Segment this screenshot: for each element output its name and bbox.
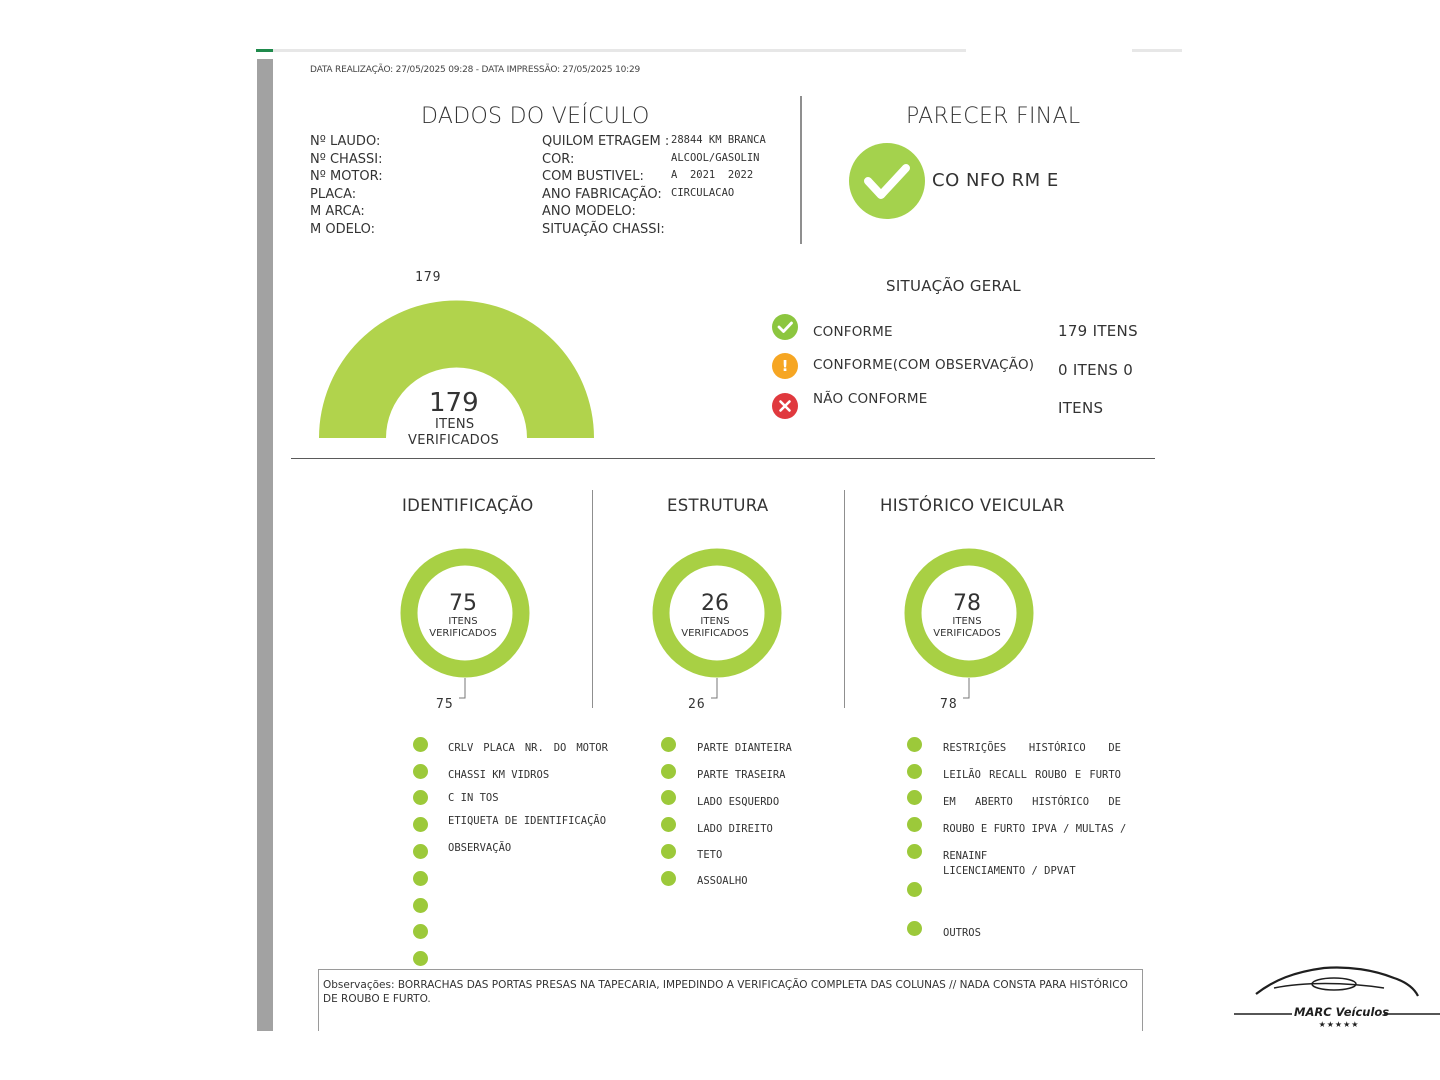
donut-value: 75 <box>449 591 477 616</box>
label-ano-fabricacao: ANO FABRICAÇÃO: <box>542 186 662 202</box>
bullet-dot <box>907 817 922 832</box>
item-word: HISTÓRICO <box>1028 742 1086 754</box>
bullet-dot <box>413 764 428 779</box>
hist-item-line: LICENCIAMENTO / DPVAT <box>943 865 1076 877</box>
bullet-dot <box>661 764 676 779</box>
label-placa: PLACA: <box>310 186 357 202</box>
hist-items-row-2 <box>943 769 1121 781</box>
label-ano-modelo: ANO MODELO: <box>542 204 636 219</box>
item-word: ROUBO <box>1035 769 1067 781</box>
value-line-2: ALCOOL/GASOLIN <box>671 151 760 164</box>
donut-line-2: VERIFICADOS <box>933 628 1001 639</box>
count-nao-conforme: ITENS <box>1058 399 1104 417</box>
header-vertical-divider <box>800 96 802 244</box>
donut-value: 26 <box>701 591 729 616</box>
bullet-dot <box>413 951 428 966</box>
hist-items-row-1 <box>943 742 1121 754</box>
id-item-line: OBSERVAÇÃO <box>448 842 512 854</box>
donut-text-historico <box>906 591 1028 640</box>
value-line-4: CIRCULACAO <box>671 186 735 199</box>
left-sidebar-bar <box>257 59 273 1031</box>
hist-item-line: ROUBO E FURTO IPVA / MULTAS / <box>943 823 1127 835</box>
id-items-row-1 <box>448 742 608 754</box>
label-motor: Nº MOTOR: <box>310 169 383 184</box>
vehicle-right-labels <box>542 133 669 238</box>
status-conforme-label: CONFORME <box>813 324 893 340</box>
gauge-top-label: 179 <box>415 270 442 285</box>
donut-line-2: VERIFICADOS <box>681 628 749 639</box>
donut-text-estrutura <box>654 591 776 640</box>
item-word: EM <box>943 796 956 808</box>
overall-situation-title: SITUAÇÃO GERAL <box>886 277 1021 295</box>
item-word: DE <box>1108 796 1121 808</box>
status-nao-conforme-label: NÃO CONFORME <box>813 391 928 407</box>
final-verdict-title: PARECER FINAL <box>906 104 1081 129</box>
item-word: RESTRIÇÕES <box>943 742 1007 754</box>
bullet-dot <box>661 817 676 832</box>
donut-label-estrutura: 26 <box>688 697 706 712</box>
label-chassi: Nº CHASSI: <box>310 151 383 167</box>
bullet-dot <box>413 871 428 886</box>
label-cor: COR: <box>542 151 575 167</box>
bullet-dot <box>907 790 922 805</box>
struct-item: PARTE DIANTEIRA <box>697 742 792 754</box>
top-accent-bar <box>256 49 273 52</box>
item-word: FURTO <box>1089 769 1121 781</box>
donut-line-1: ITENS <box>700 616 730 627</box>
vehicle-data-title: DADOS DO VEÍCULO <box>421 104 650 129</box>
item-word: LEILÃO <box>943 769 981 781</box>
donut-line-1: ITENS <box>952 616 982 627</box>
item-word: HISTÓRICO <box>1032 796 1090 808</box>
bullet-dot <box>413 737 428 752</box>
vehicle-left-labels <box>310 133 383 238</box>
struct-item: PARTE TRASEIRA <box>697 769 786 781</box>
struct-item: TETO <box>697 849 723 861</box>
label-situacao-chassi: SITUAÇÃO CHASSI: <box>542 221 665 237</box>
item-word: DE <box>1108 742 1121 754</box>
exclamation-icon: ! <box>772 353 798 379</box>
bullet-dot <box>907 737 922 752</box>
marc-veiculos-logo <box>1234 962 1440 1034</box>
bullet-dot <box>413 844 428 859</box>
value-line-3: A 2021 2022 <box>671 169 754 181</box>
donut-line-1: ITENS <box>448 616 478 627</box>
bullet-dot <box>413 924 428 939</box>
donut-label-identificacao: 75 <box>436 697 454 712</box>
label-combustivel: COM BUSTIVEL: <box>542 169 644 184</box>
bullet-dot <box>661 871 676 886</box>
final-verdict-result: CO NFO RM E <box>932 170 1059 191</box>
gauge-center-value: 179 <box>429 388 479 418</box>
bullet-dot <box>661 790 676 805</box>
count-conforme-obs: 0 ITENS 0 <box>1058 361 1134 379</box>
bullet-dot <box>413 817 428 832</box>
gauge-line-2: VERIFICADOS <box>408 433 500 448</box>
bullet-dot <box>907 921 922 936</box>
report-dates: DATA REALIZAÇÃO: 27/05/2025 09:28 - DATA IMPRESSÃO: 27/05/2025 10:29 <box>310 65 641 75</box>
label-modelo: M ODELO: <box>310 221 375 237</box>
check-circle-icon <box>849 143 925 219</box>
check-icon <box>772 314 798 340</box>
category-divider-1 <box>592 490 593 708</box>
top-divider-right <box>1132 49 1182 52</box>
id-item-line: ETIQUETA DE IDENTIFICAÇÃO <box>448 815 607 827</box>
hist-item-line: OUTROS <box>943 927 981 939</box>
gauge-line-1: ITENS <box>435 417 475 432</box>
donut-text-identificacao <box>402 591 524 640</box>
bullet-dot <box>907 882 922 897</box>
struct-item: LADO ESQUERDO <box>697 796 780 808</box>
bullet-dot <box>907 844 922 859</box>
bullet-dot <box>413 898 428 913</box>
item-word: ABERTO <box>974 796 1013 808</box>
top-divider <box>273 49 966 52</box>
item-word: E <box>1074 769 1082 781</box>
count-conforme: 179 ITENS <box>1058 322 1138 340</box>
bullet-dot <box>413 790 428 805</box>
item-word: PLACA <box>483 742 515 754</box>
observations-box: Observações: BORRACHAS DAS PORTAS PRESAS NA TAPECARIA, IMPEDINDO A VERIFICAÇÃO COMPLETA DAS COLUNAS // NADA CONSTA PARA HISTÓRICO DE ROUBO E FURTO. <box>318 969 1143 1031</box>
item-word: MOTOR <box>576 742 608 754</box>
x-icon <box>772 393 798 419</box>
donut-line-2: VERIFICADOS <box>429 628 497 639</box>
struct-item: ASSOALHO <box>697 875 748 887</box>
section-divider <box>291 458 1155 459</box>
vehicle-values <box>671 132 766 202</box>
bullet-dot <box>661 737 676 752</box>
item-word: NR. <box>524 742 544 754</box>
category-divider-2 <box>844 490 845 708</box>
value-line-1: 28844 KM BRANCA <box>671 134 766 146</box>
label-laudo: Nº LAUDO: <box>310 134 381 149</box>
label-quilometragem: QUILOM ETRAGEM : <box>542 134 670 149</box>
bullet-dot <box>661 844 676 859</box>
hist-items-row-3 <box>943 796 1121 808</box>
donut-value: 78 <box>953 591 981 616</box>
hist-item-line: RENAINF <box>943 850 988 862</box>
id-item-line: CHASSI KM VIDROS <box>448 769 550 781</box>
donut-label-historico: 78 <box>940 697 958 712</box>
category-title-estrutura: ESTRUTURA <box>667 496 769 515</box>
id-item-line: C IN TOS <box>448 792 499 804</box>
struct-item: LADO DIREITO <box>697 823 773 835</box>
logo-stars: ★★★★★ <box>1318 1020 1360 1029</box>
status-conforme-obs-label: CONFORME(COM OBSERVAÇÃO) <box>813 357 1035 373</box>
category-title-identificacao: IDENTIFICAÇÃO <box>402 496 534 515</box>
category-title-historico: HISTÓRICO VEICULAR <box>880 496 1065 515</box>
logo-text: MARC Veículos <box>1294 1005 1390 1019</box>
item-word: RECALL <box>989 769 1028 781</box>
label-marca: M ARCA: <box>310 204 365 219</box>
bullet-dot <box>907 764 922 779</box>
item-word: CRLV <box>448 742 474 754</box>
item-word: DO <box>553 742 567 754</box>
